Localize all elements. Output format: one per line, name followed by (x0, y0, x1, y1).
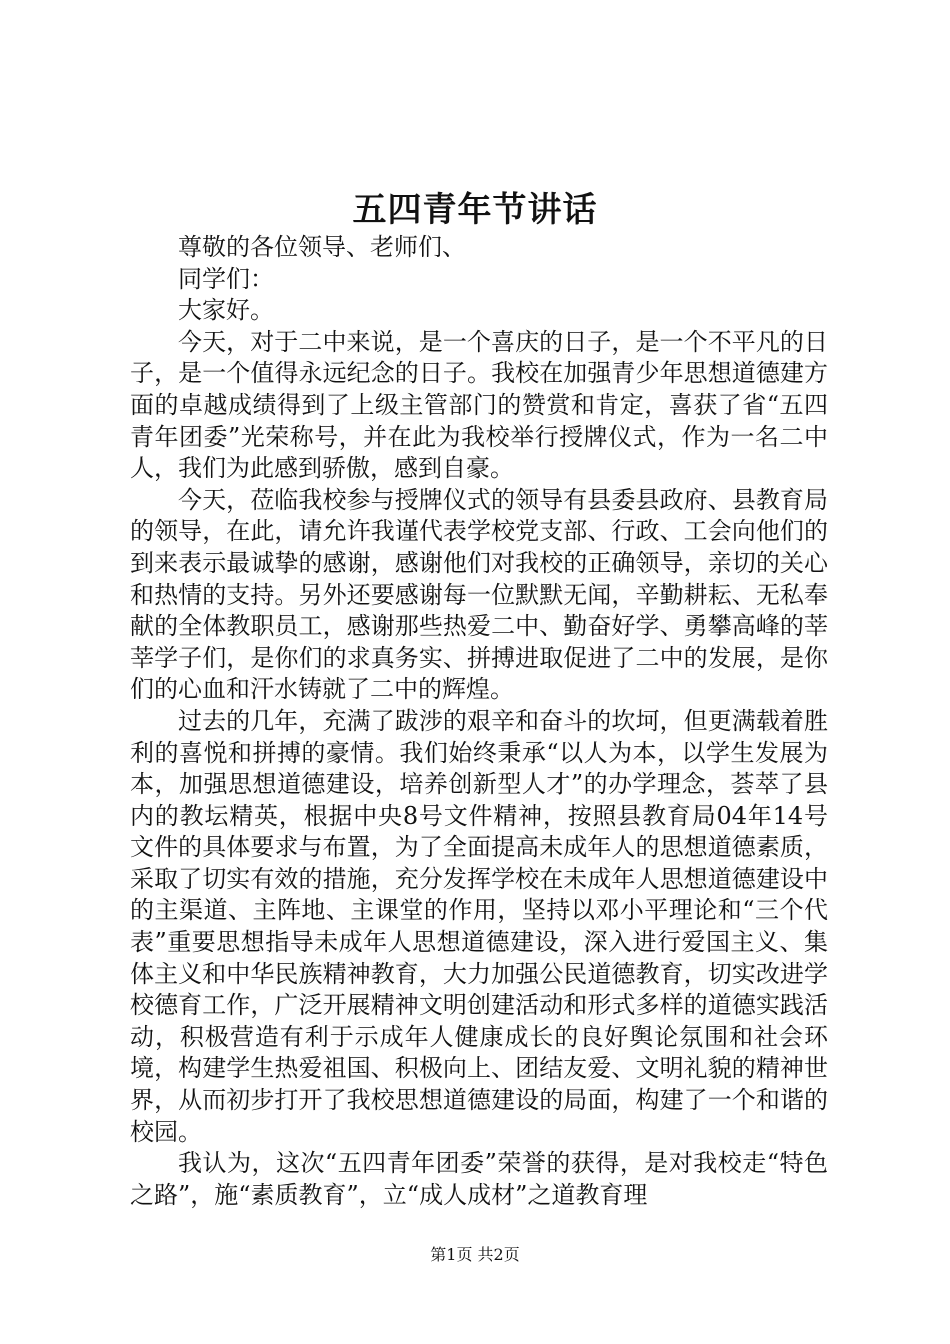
document-title: 五四青年节讲话 (352, 190, 598, 230)
salutation-line-1: 尊敬的各位领导、老师们、 (178, 233, 466, 261)
paragraph-3: 过去的几年，充满了跋涉的艰辛和奋斗的坎坷，但更满载着胜利的喜悦和拼搏的豪情。我们始终秉承“以人为本，以学生发展为本，加强思想道德建设，培养创新型人才”的办学理念，荟萃了县内的教坛精英，根据中央8号文件精神，按照县教育局04年14号文件的具体要求与布置，为了全面提高未成年人的思想道德素质，采取了切实有效的措施，充分发挥学校在未成年人思想道德建设中的主渠道、主阵地、主课堂的作用，坚持以邓小平理论和“三个代表”重要思想指导未成年人思想道德建设，深入进行爱国主义、集体主义和中华民族精神教育，大力加强公民道德教育，切实改进学校德育工作，广泛开展精神文明创建活动和形式多样的道德实践活动，积极营造有利于示成年人健康成长的良好舆论氛围和社会环境，构建学生热爱祖国、积极向上、团结友爱、文明礼貌的精神世界，从而初步打开了我校思想道德建设的局面，构建了一个和谐的校园。 (130, 706, 828, 1146)
paragraph-2: 今天，莅临我校参与授牌仪式的领导有县委县政府、县教育局的领导，在此，请允许我谨代表学校党支部、行政、工会向他们的到来表示最诚挚的感谢，感谢他们对我校的正确领导，亲切的关心和热情的支持。另外还要感谢每一位默默无闻，辛勤耕耘、无私奉献的全体教职员工，感谢那些热爱二中、勤奋好学、勇攀高峰的莘莘学子们，是你们的求真务实、拼搏进取促进了二中的发展，是你们的心血和汗水铸就了二中的辉煌。 (130, 485, 828, 704)
paragraph-4: 我认为，这次“五四青年团委”荣誉的获得，是对我校走“特色之路”，施“素质教育”，立“成人成材”之道教育理 (130, 1149, 828, 1209)
greeting: 大家好。 (178, 296, 274, 325)
paragraph-1: 今天，对于二中来说，是一个喜庆的日子，是一个不平凡的日子，是一个值得永远纪念的日子。我校在加强青少年思想道德建方面的卓越成绩得到了上级主管部门的赞赏和肯定，喜获了省“五四青年团委”光荣称号，并在此为我校举行授牌仪式，作为一名二中人，我们为此感到骄傲，感到自豪。 (130, 327, 828, 483)
salutation-line-2: 同学们： (178, 264, 274, 293)
page-footer: 第1页 共2页 (430, 1245, 520, 1264)
document-body (130, 232, 828, 1211)
